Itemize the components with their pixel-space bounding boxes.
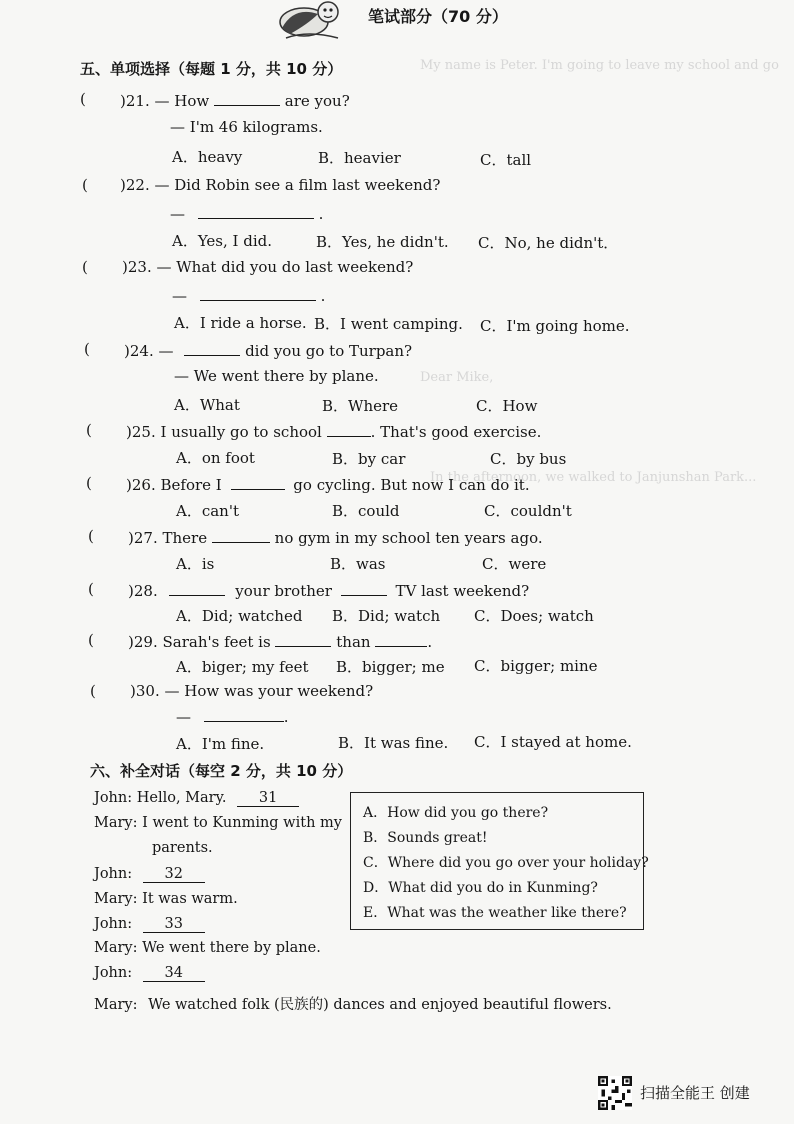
question-number: )24. (124, 342, 154, 360)
option-b[interactable]: B．by car (332, 450, 406, 468)
option-c[interactable]: C．No, he didn't． (478, 234, 619, 252)
answer-bracket[interactable]: ( (82, 258, 112, 276)
option-c[interactable]: C．Does; watch (474, 607, 594, 625)
answer-bracket[interactable]: ( (82, 176, 112, 194)
speaker: Mary: (94, 891, 138, 907)
option-b[interactable]: B．It was fine. (338, 734, 449, 752)
question-number: )30. (130, 682, 160, 700)
speaker: John: (94, 866, 133, 882)
answer-bracket[interactable]: ( (80, 90, 110, 108)
option-a[interactable]: A．is (176, 555, 215, 573)
answer-bracket[interactable]: ( (86, 474, 116, 492)
option-b[interactable]: B．heavier (318, 149, 401, 167)
option-a[interactable]: A．heavy (172, 148, 243, 166)
option-c[interactable]: C．How (476, 397, 538, 415)
fill-blank[interactable] (204, 706, 284, 722)
option-b[interactable]: B．Where (322, 397, 399, 415)
fill-blank[interactable] (231, 474, 285, 490)
question-24: )24. — did you go to Turpan? (124, 342, 413, 360)
question-number: )27. (128, 529, 158, 547)
scanner-watermark: 扫描全能王 创建 (640, 1084, 750, 1102)
option-b[interactable]: B．Did; watch (332, 607, 441, 625)
question-26: )26. Before I go cycling. But now I can do it. (126, 476, 530, 494)
dialog-line: Mary: We went there by plane. (94, 940, 321, 956)
dialog-line (94, 866, 205, 883)
option-b[interactable]: B．bigger; me (336, 658, 445, 676)
option-c[interactable]: C．couldn't (484, 502, 572, 520)
option-a[interactable]: A．Did; watched (176, 607, 303, 625)
fill-blank[interactable] (198, 203, 314, 219)
dialog-blank-32[interactable]: 32 (143, 866, 205, 883)
dialog-line: Mary: It was warm. (94, 891, 238, 907)
question-number: )23. (122, 258, 152, 276)
fill-blank[interactable] (327, 421, 371, 437)
section-six-title: 六、补全对话（每空 2 分，共 10 分） (90, 762, 353, 780)
dialog-line: John: Hello, Mary. 31 (94, 790, 299, 807)
question-number: )21. (120, 92, 150, 110)
bleed-through-text: My name is Peter. I'm going to leave my school and go (420, 58, 779, 73)
dialog-blank-34[interactable]: 34 (143, 965, 205, 982)
question-line: — . (176, 708, 289, 726)
option-c[interactable]: C．tall (480, 151, 532, 169)
option-a[interactable]: A．Yes, I did. (172, 232, 273, 250)
question-28: )28. your brother TV last weekend? (128, 582, 530, 600)
qr-code-icon (598, 1076, 632, 1110)
section-five-title: 五、单项选择（每题 1 分，共 10 分） (80, 60, 343, 78)
question-30: )30. — How was your weekend? (130, 682, 374, 700)
speaker: John: (94, 790, 133, 806)
dialog-option-e[interactable]: E．What was the weather like there? (363, 905, 627, 921)
fill-blank[interactable] (184, 340, 240, 356)
dialog-blank-31[interactable]: 31 (237, 790, 299, 807)
option-a[interactable]: A．I'm fine. (176, 735, 265, 753)
option-a[interactable]: A．I ride a horse. (174, 314, 307, 332)
dialog-blank-33[interactable]: 33 (143, 916, 205, 933)
answer-bracket[interactable]: ( (88, 527, 118, 545)
dialog-options-box (350, 792, 649, 930)
option-a[interactable]: A．biger; my feet (176, 658, 309, 676)
question-number: )22. (120, 176, 150, 194)
option-b[interactable]: B．was (330, 555, 386, 573)
speaker: John: (94, 965, 133, 981)
speaker: Mary: (94, 940, 138, 956)
answer-bracket[interactable]: ( (88, 580, 118, 598)
dialog-option-c[interactable]: C．Where did you go over your holiday? (363, 855, 649, 871)
answer-bracket[interactable]: ( (84, 340, 114, 358)
answer-bracket[interactable]: ( (86, 421, 116, 439)
option-a[interactable]: A．on foot (176, 449, 255, 467)
page-header: 笔试部分（70 分） (368, 7, 508, 26)
option-c[interactable]: C．were (482, 555, 547, 573)
dialog-line-continued: parents. (152, 840, 213, 856)
option-c[interactable]: C．I'm going home. (480, 317, 630, 335)
question-number: )29. (128, 633, 158, 651)
question-line: — We went there by plane. (174, 367, 379, 385)
fill-blank[interactable] (200, 285, 316, 301)
question-21: )21. — How are you? (120, 92, 350, 110)
question-23: )23. — What did you do last weekend? (122, 258, 414, 276)
question-line: — I'm 46 kilograms. (170, 118, 323, 136)
dialog-line (94, 965, 205, 982)
option-c[interactable]: C．by bus (490, 450, 567, 468)
dialog-line: Mary: We watched folk (民族的) dances and enjoyed beautiful flowers. (94, 997, 612, 1013)
question-27: )27. There no gym in my school ten years ago. (128, 529, 543, 547)
fill-blank[interactable] (169, 580, 225, 596)
question-25: )25. I usually go to school . That's good exercise. (126, 423, 542, 441)
option-b[interactable]: B．I went camping. (314, 315, 463, 333)
cartoon-mascot-icon (268, 0, 358, 42)
bleed-through-text: Dear Mike, (420, 370, 494, 385)
dialog-option-b[interactable]: B．Sounds great! (363, 830, 488, 846)
fill-blank[interactable] (341, 580, 387, 596)
fill-blank[interactable] (212, 527, 270, 543)
dialog-option-a[interactable]: A．How did you go there? (363, 805, 549, 821)
dialog-line: Mary: I went to Kunming with my (94, 815, 342, 831)
option-a[interactable]: A．can't (176, 502, 239, 520)
option-c[interactable]: C．bigger; mine (474, 657, 598, 675)
dialog-option-d[interactable]: D．What did you do in Kunming? (363, 880, 598, 896)
question-number: )25. (126, 423, 156, 441)
question-line: — . (172, 287, 326, 305)
fill-blank[interactable] (214, 90, 280, 106)
question-number: )26. (126, 476, 156, 494)
question-line: — . (170, 205, 324, 223)
speaker: Mary: (94, 815, 138, 831)
dialog-line (94, 916, 205, 933)
option-c[interactable]: C．I stayed at home. (474, 733, 632, 751)
bleed-through-text: In the afternoon, we walked to Janjunshan Park... (430, 470, 757, 485)
fill-blank[interactable] (375, 631, 427, 647)
option-b[interactable]: B．Yes, he didn't. (316, 233, 449, 251)
question-29: )29. Sarah's feet is than . (128, 633, 433, 651)
option-b[interactable]: B．could (332, 502, 400, 520)
speaker: Mary: (94, 997, 138, 1013)
fill-blank[interactable] (275, 631, 331, 647)
speaker: John: (94, 916, 133, 932)
question-number: )28. (128, 582, 158, 600)
answer-bracket[interactable]: ( (90, 682, 120, 700)
option-a[interactable]: A．What (174, 396, 240, 414)
answer-bracket[interactable]: ( (88, 631, 118, 649)
question-22: )22. — Did Robin see a film last weekend? (120, 176, 441, 194)
